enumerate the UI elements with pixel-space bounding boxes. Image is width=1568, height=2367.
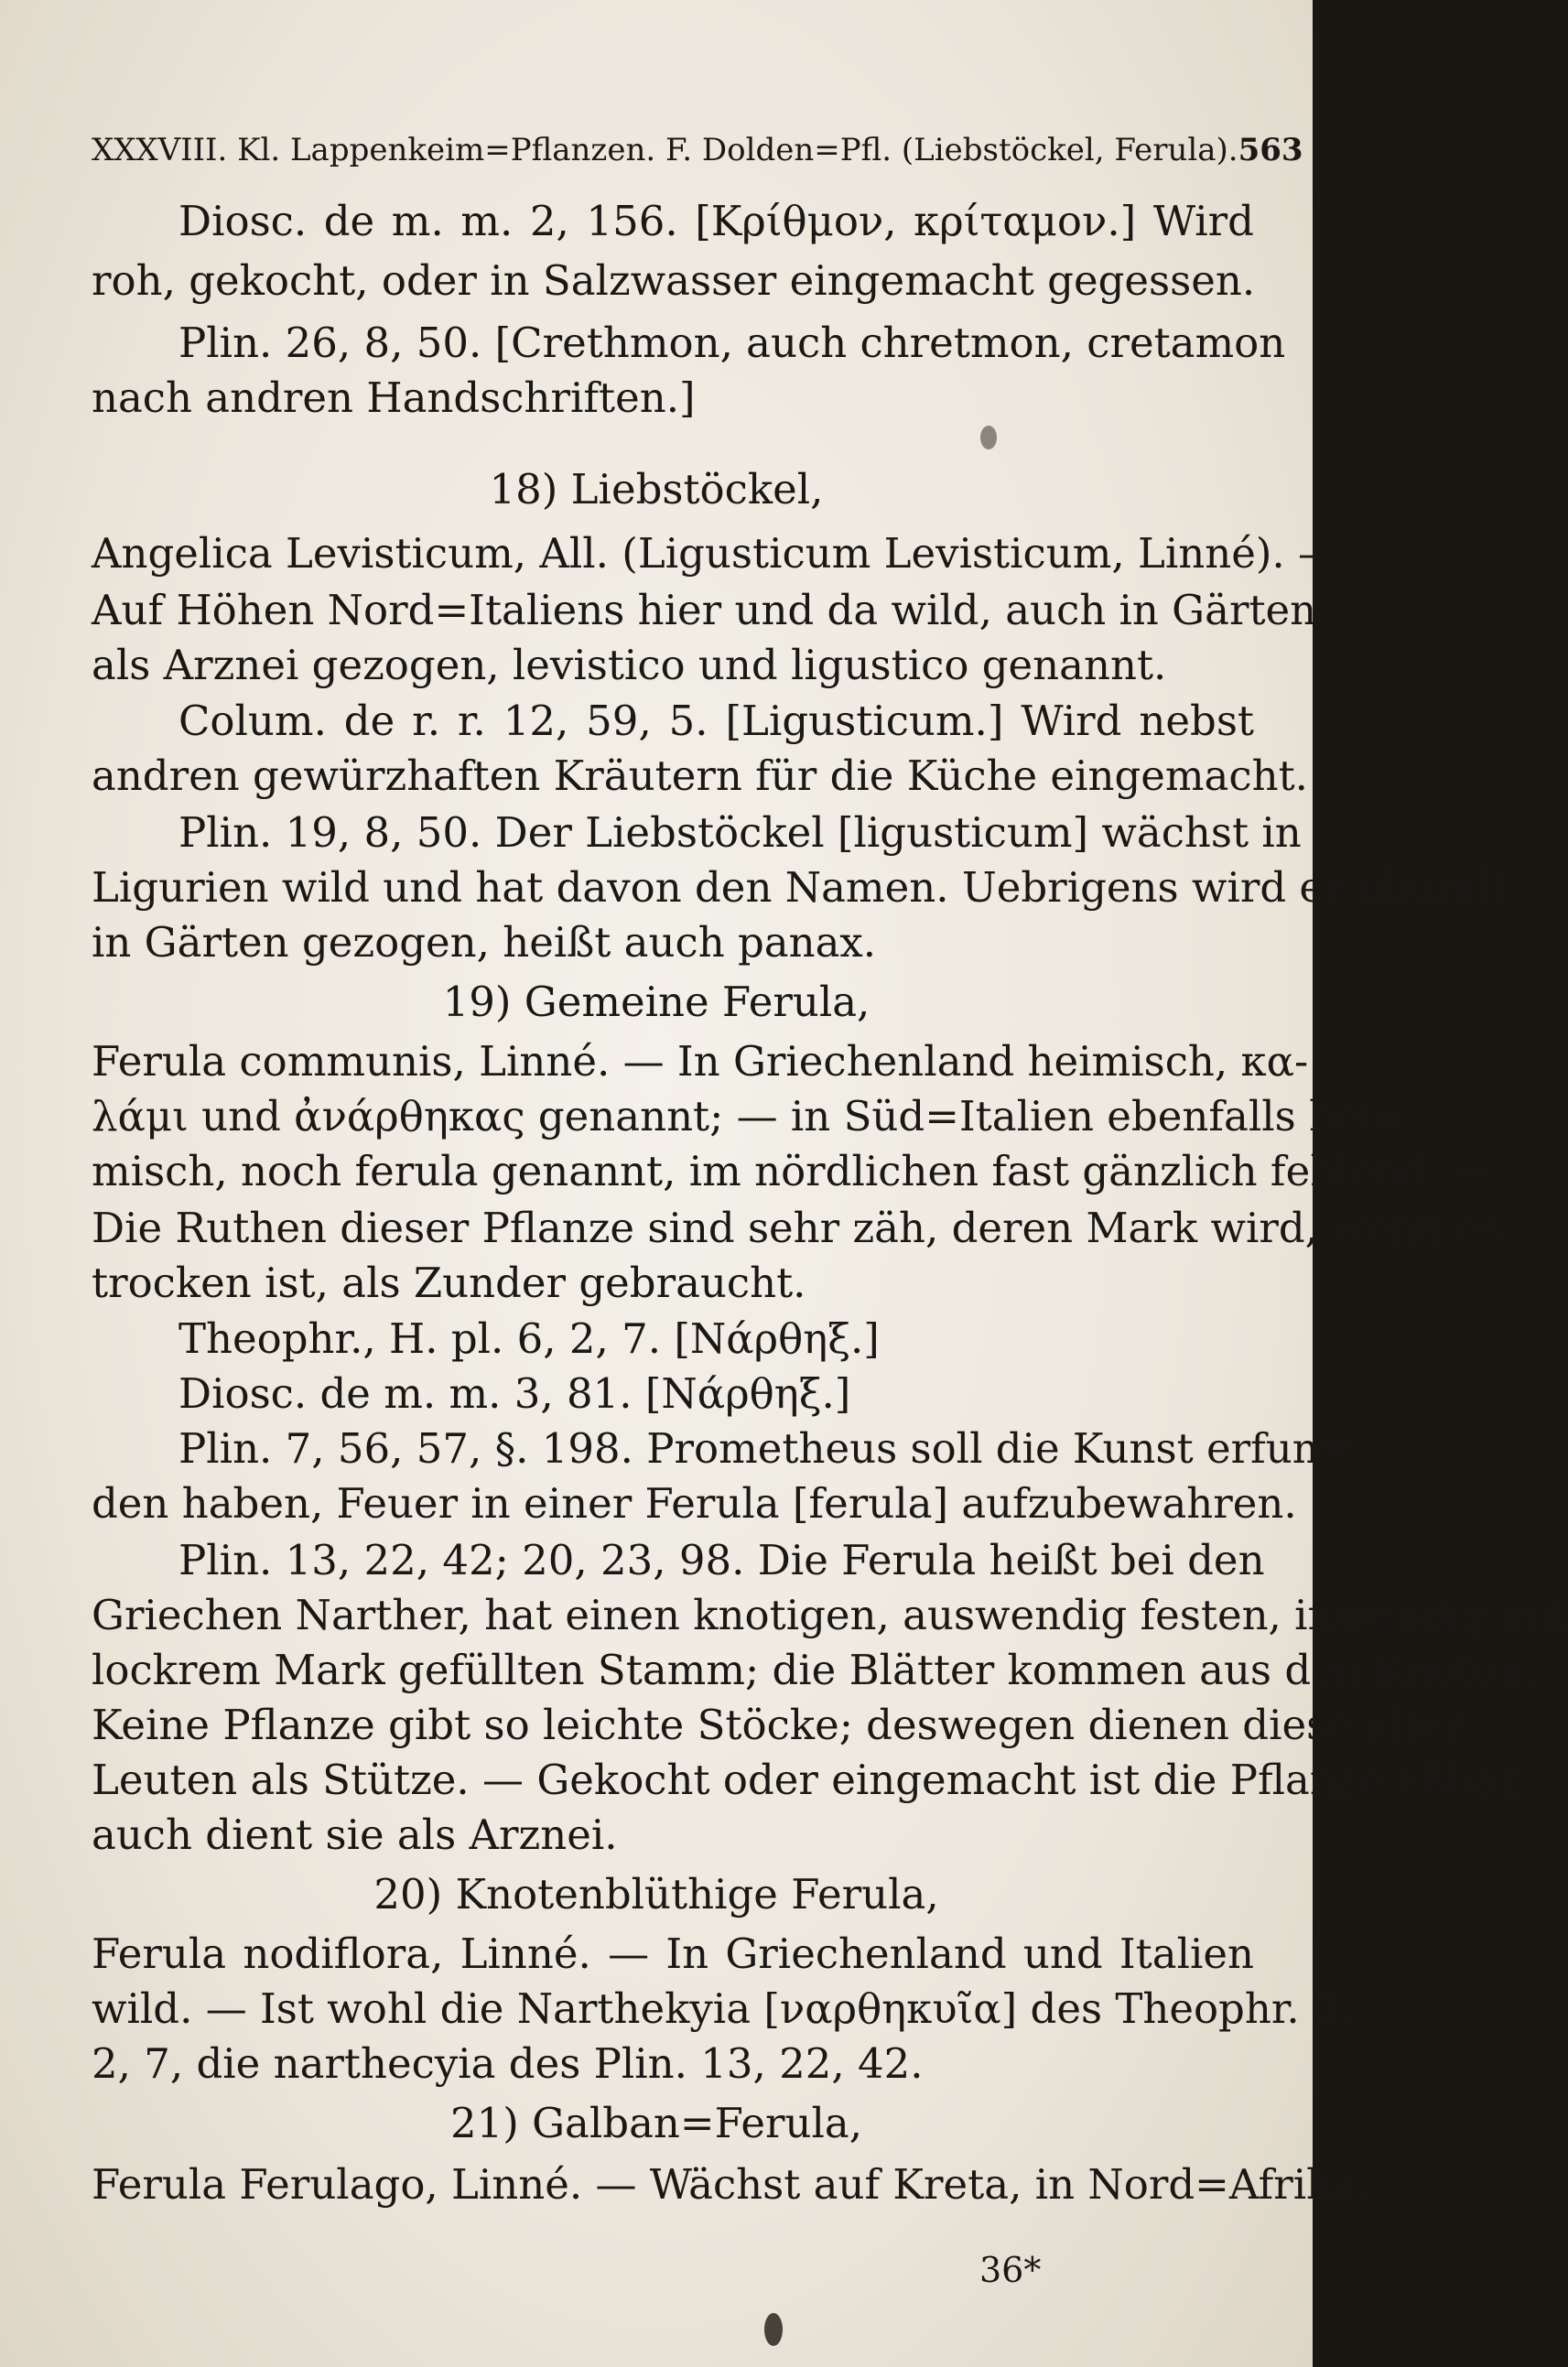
ink-speck [980,426,997,449]
section-heading: 19) Gemeine Ferula, [442,978,871,1026]
text-line: Keine Pflanze gibt so leichte Stöcke; deswegen dienen diese alten [92,1701,1471,1749]
text-line: auch dient sie als Arznei. [92,1810,618,1859]
text-line: in Gärten gezogen, heißt auch panax. [92,918,877,967]
ink-speck [764,2313,783,2346]
text-line: Diosc. de m. m. 3, 81. [Νάρθηξ.] [178,1369,851,1418]
text-line: Plin. 13, 22, 42; 20, 23, 98. Die Ferula heißt bei den [178,1536,1265,1584]
section-heading: 21) Galban=Ferula, [449,2099,863,2147]
text-line: trocken ist, als Zunder gebraucht. [92,1259,806,1307]
text-line: Plin. 26, 8, 50. [Crethmon, auch chretmon, cretamon [178,319,1286,367]
text-line: Diosc. de m. m. 2, 156. [Κρίθμον, κρίταμον.] Wird [178,197,1254,245]
text-line: Plin. 7, 56, 57, §. 198. Prometheus soll die Kunst erfun= [178,1424,1354,1473]
page-number: 563 [1238,132,1303,168]
text-line: wild. — Ist wohl die Narthekyia [ναρθηκυῖα] des Theophr. 6, [92,1984,1352,2033]
text-line: Ferula communis, Linné. — In Griechenland heimisch, κα- [92,1037,1309,1086]
text-line: andren gewürzhaften Kräutern für die Küche eingemacht. [92,751,1308,800]
text-line: Angelica Levisticum, All. (Ligusticum Levisticum, Linné). — [92,529,1340,578]
text-line: Die Ruthen dieser Pflanze sind sehr zäh, deren Mark wird, wenn es [92,1204,1503,1252]
text-line: Ferula nodiflora, Linné. — In Griechenland und Italien [92,1929,1254,1978]
text-line: Auf Höhen Nord=Italiens hier und da wild, auch in Gärten [92,586,1317,634]
text-line: Theophr., H. pl. 6, 2, 7. [Νάρθηξ.] [178,1314,880,1363]
section-heading: 20) Knotenblüthige Ferula, [373,1870,939,1918]
text-line: Leuten als Stütze. — Gekocht oder eingemacht ist die Pflanze eßbar, [92,1756,1527,1804]
section-heading: 18) Liebstöckel, [489,465,824,513]
text-line: Ligurien wild und hat davon den Namen. Uebrigens wird er überall [92,863,1505,912]
text-line: Plin. 19, 8, 50. Der Liebstöckel [ligusticum] wächst in [178,808,1302,857]
text-line: roh, gekocht, oder in Salzwasser eingemacht gegessen. [92,256,1256,305]
text-line: den haben, Feuer in einer Ferula [ferula] aufzubewahren. [92,1479,1297,1528]
signature-mark: 36* [979,2250,1042,2290]
running-title: XXXVIII. Kl. Lappenkeim=Pflanzen. F. Dolden=Pfl. (Liebstöckel, Ferula). [92,132,1238,168]
text-line: Ferula Ferulago, Linné. — Wächst auf Kreta, in Nord=Afrika, [92,2160,1369,2209]
text-line: λάμι und ἀνάρθηκας genannt; — in Süd=Italien ebenfalls hei= [92,1092,1408,1140]
text-line: als Arznei gezogen, levistico und ligustico genannt. [92,641,1167,689]
text-line: lockrem Mark gefüllten Stamm; die Blätter kommen aus den Knoten. [92,1646,1538,1694]
text-line: 2, 7, die narthecyia des Plin. 13, 22, 42. [92,2039,924,2088]
text-line: Griechen Narther, hat einen knotigen, auswendig festen, inwendig mit [92,1591,1568,1639]
text-line: misch, noch ferula genannt, im nördlichen fast gänzlich fehlend. — [92,1147,1495,1195]
text-line: Colum. de r. r. 12, 59, 5. [Ligusticum.] Wird nebst [178,697,1254,745]
text-line: nach andren Handschriften.] [92,373,696,422]
